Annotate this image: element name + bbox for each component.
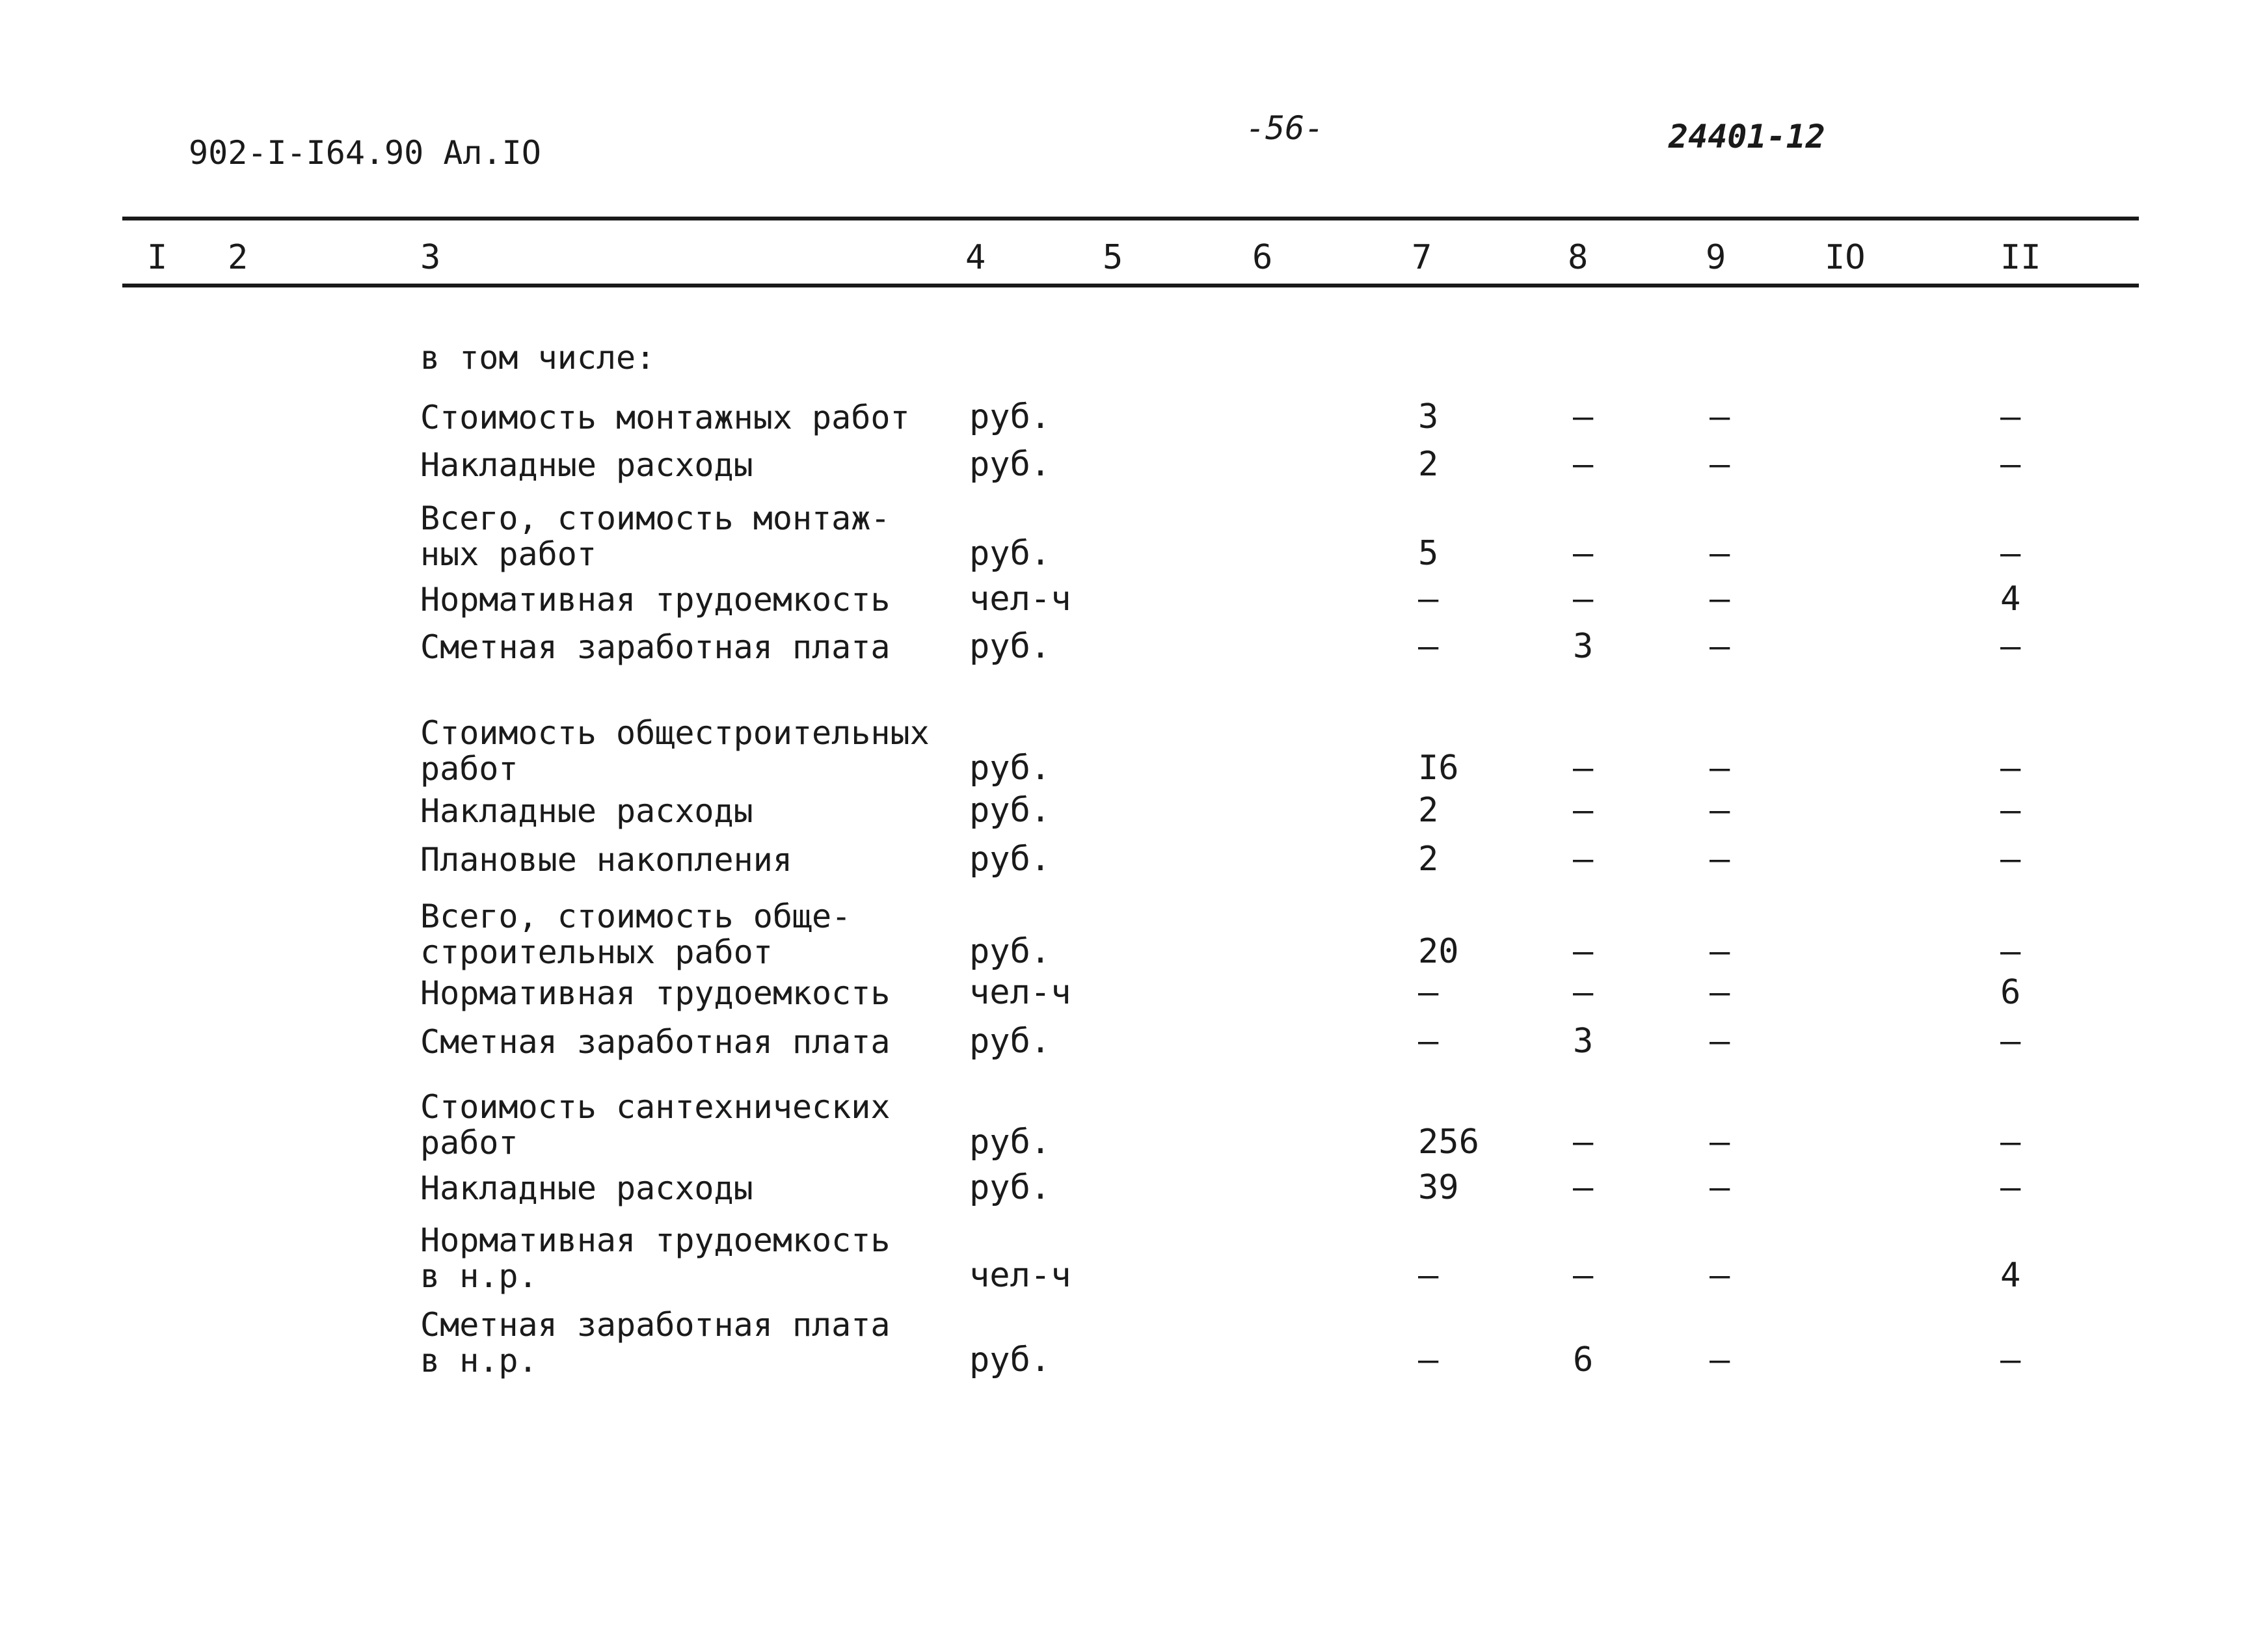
- column-8-cell: –: [1573, 580, 1594, 619]
- row-label: [420, 400, 910, 436]
- column-number-10: IO: [1825, 238, 1866, 277]
- column-7-cell: 2: [1418, 791, 1439, 830]
- column-7-cell: –: [1418, 1022, 1439, 1061]
- column-8-cell: –: [1573, 445, 1594, 484]
- column-7-cell: 2: [1418, 445, 1439, 484]
- column-9-cell: –: [1710, 932, 1730, 971]
- unit-cell: чел-ч: [969, 973, 1071, 1012]
- unit-cell: руб.: [969, 445, 1051, 484]
- column-11-cell: 4: [2000, 1256, 2021, 1295]
- row-label-line: работ: [420, 750, 518, 788]
- row-label-line: Стоимость общестроительных: [420, 714, 930, 752]
- row-label-line: Стоимость монтажных работ: [420, 399, 910, 436]
- column-9-cell: –: [1710, 580, 1730, 619]
- column-7-cell: 3: [1418, 397, 1439, 436]
- column-8-cell: 3: [1573, 627, 1594, 666]
- row-label: [420, 1089, 890, 1161]
- column-number-7: 7: [1412, 238, 1432, 277]
- unit-cell: руб.: [969, 791, 1051, 830]
- column-11-cell: –: [2000, 1123, 2021, 1162]
- column-8-cell: –: [1573, 749, 1594, 788]
- column-number-9: 9: [1706, 238, 1726, 277]
- column-9-cell: –: [1710, 1168, 1730, 1207]
- unit-cell: руб.: [969, 1168, 1051, 1207]
- column-9-cell: –: [1710, 445, 1730, 484]
- column-9-cell: –: [1710, 791, 1730, 830]
- column-7-cell: –: [1418, 973, 1439, 1012]
- column-8-cell: –: [1573, 1168, 1594, 1207]
- row-label: [420, 715, 930, 787]
- column-8-cell: –: [1573, 932, 1594, 971]
- column-8-cell: –: [1573, 973, 1594, 1012]
- row-label: [420, 1171, 753, 1206]
- column-9-cell: –: [1710, 1123, 1730, 1162]
- column-11-cell: –: [2000, 627, 2021, 666]
- unit-cell: руб.: [969, 840, 1051, 879]
- column-7-cell: I6: [1418, 749, 1459, 788]
- row-label: [420, 630, 890, 665]
- row-label: [420, 842, 792, 878]
- column-7-cell: –: [1418, 1256, 1439, 1295]
- unit-cell: чел-ч: [969, 580, 1071, 619]
- row-label: [420, 1024, 890, 1060]
- column-11-cell: –: [2000, 1340, 2021, 1379]
- column-7-cell: –: [1418, 580, 1439, 619]
- row-label: [420, 793, 753, 829]
- column-8-cell: 3: [1573, 1022, 1594, 1061]
- column-number-8: 8: [1568, 238, 1589, 277]
- row-label-line: в н.р.: [420, 1257, 538, 1295]
- archive-number: 24401-12: [1669, 118, 1825, 155]
- column-9-cell: –: [1710, 534, 1730, 573]
- row-label-line: Нормативная трудоемкость: [420, 1221, 891, 1259]
- unit-cell: руб.: [969, 1340, 1051, 1379]
- row-label-line: Всего, стоимость монтаж-: [420, 500, 891, 537]
- header-bottom-rule: [122, 284, 2139, 287]
- row-label-line: Нормативная трудоемкость: [420, 974, 891, 1012]
- row-label: [420, 976, 890, 1011]
- column-7-cell: 2: [1418, 840, 1439, 879]
- row-label-line: Сметная заработная плата: [420, 1023, 891, 1061]
- row-label-line: в н.р.: [420, 1342, 538, 1379]
- column-9-cell: –: [1710, 840, 1730, 879]
- column-9-cell: –: [1710, 1022, 1730, 1061]
- column-11-cell: –: [2000, 397, 2021, 436]
- row-label: [420, 582, 890, 618]
- column-7-cell: –: [1418, 1340, 1439, 1379]
- column-number-3: 3: [420, 238, 441, 277]
- row-label-line: Накладные расходы: [420, 792, 753, 830]
- row-label-line: Плановые накопления: [420, 841, 792, 879]
- column-7-cell: –: [1418, 627, 1439, 666]
- row-label-line: Сметная заработная плата: [420, 1306, 891, 1344]
- column-9-cell: –: [1710, 1340, 1730, 1379]
- row-label-line: работ: [420, 1124, 518, 1162]
- column-8-cell: –: [1573, 534, 1594, 573]
- row-label-line: Накладные расходы: [420, 446, 753, 484]
- document-code: 902-I-I64.90 Ал.IO: [189, 134, 541, 172]
- column-11-cell: –: [2000, 840, 2021, 879]
- row-label-line: ных работ: [420, 535, 597, 573]
- column-7-cell: 20: [1418, 932, 1459, 971]
- column-8-cell: –: [1573, 840, 1594, 879]
- column-9-cell: –: [1710, 1256, 1730, 1295]
- unit-cell: чел-ч: [969, 1256, 1071, 1295]
- row-label: [420, 899, 851, 970]
- unit-cell: руб.: [969, 749, 1051, 788]
- column-11-cell: –: [2000, 1168, 2021, 1207]
- column-7-cell: 39: [1418, 1168, 1459, 1207]
- column-11-cell: –: [2000, 534, 2021, 573]
- row-label-line: Всего, стоимость обще-: [420, 898, 852, 935]
- column-9-cell: –: [1710, 749, 1730, 788]
- column-11-cell: –: [2000, 791, 2021, 830]
- row-label-line: Накладные расходы: [420, 1169, 753, 1207]
- unit-cell: руб.: [969, 397, 1051, 436]
- page-number: -56-: [1246, 109, 1324, 147]
- column-8-cell: 6: [1573, 1340, 1594, 1379]
- column-number-11: II: [2000, 238, 2041, 277]
- column-11-cell: –: [2000, 1022, 2021, 1061]
- column-number-1: I: [147, 238, 168, 277]
- column-11-cell: –: [2000, 749, 2021, 788]
- column-number-2: 2: [228, 238, 248, 277]
- section-intro: в том числе:: [420, 339, 656, 377]
- column-8-cell: –: [1573, 1123, 1594, 1162]
- unit-cell: руб.: [969, 932, 1051, 971]
- column-7-cell: 5: [1418, 534, 1439, 573]
- row-label-line: Нормативная трудоемкость: [420, 581, 891, 619]
- column-number-4: 4: [965, 238, 986, 277]
- column-11-cell: –: [2000, 445, 2021, 484]
- column-11-cell: 4: [2000, 580, 2021, 619]
- header-top-rule: [122, 217, 2139, 220]
- row-label: [420, 1223, 890, 1294]
- column-9-cell: –: [1710, 397, 1730, 436]
- row-label: [420, 447, 753, 483]
- column-number-5: 5: [1103, 238, 1123, 277]
- column-8-cell: –: [1573, 1256, 1594, 1295]
- column-9-cell: –: [1710, 627, 1730, 666]
- column-number-6: 6: [1252, 238, 1273, 277]
- unit-cell: руб.: [969, 534, 1051, 573]
- column-7-cell: 256: [1418, 1123, 1479, 1162]
- column-8-cell: –: [1573, 791, 1594, 830]
- column-11-cell: 6: [2000, 973, 2021, 1012]
- row-label-line: строительных работ: [420, 933, 773, 971]
- row-label: [420, 501, 890, 572]
- unit-cell: руб.: [969, 1022, 1051, 1061]
- row-label-line: Сметная заработная плата: [420, 628, 891, 666]
- row-label: [420, 1307, 890, 1379]
- row-label-line: Стоимость сантехнических: [420, 1088, 891, 1126]
- column-9-cell: –: [1710, 973, 1730, 1012]
- unit-cell: руб.: [969, 1123, 1051, 1162]
- unit-cell: руб.: [969, 627, 1051, 666]
- column-11-cell: –: [2000, 932, 2021, 971]
- column-8-cell: –: [1573, 397, 1594, 436]
